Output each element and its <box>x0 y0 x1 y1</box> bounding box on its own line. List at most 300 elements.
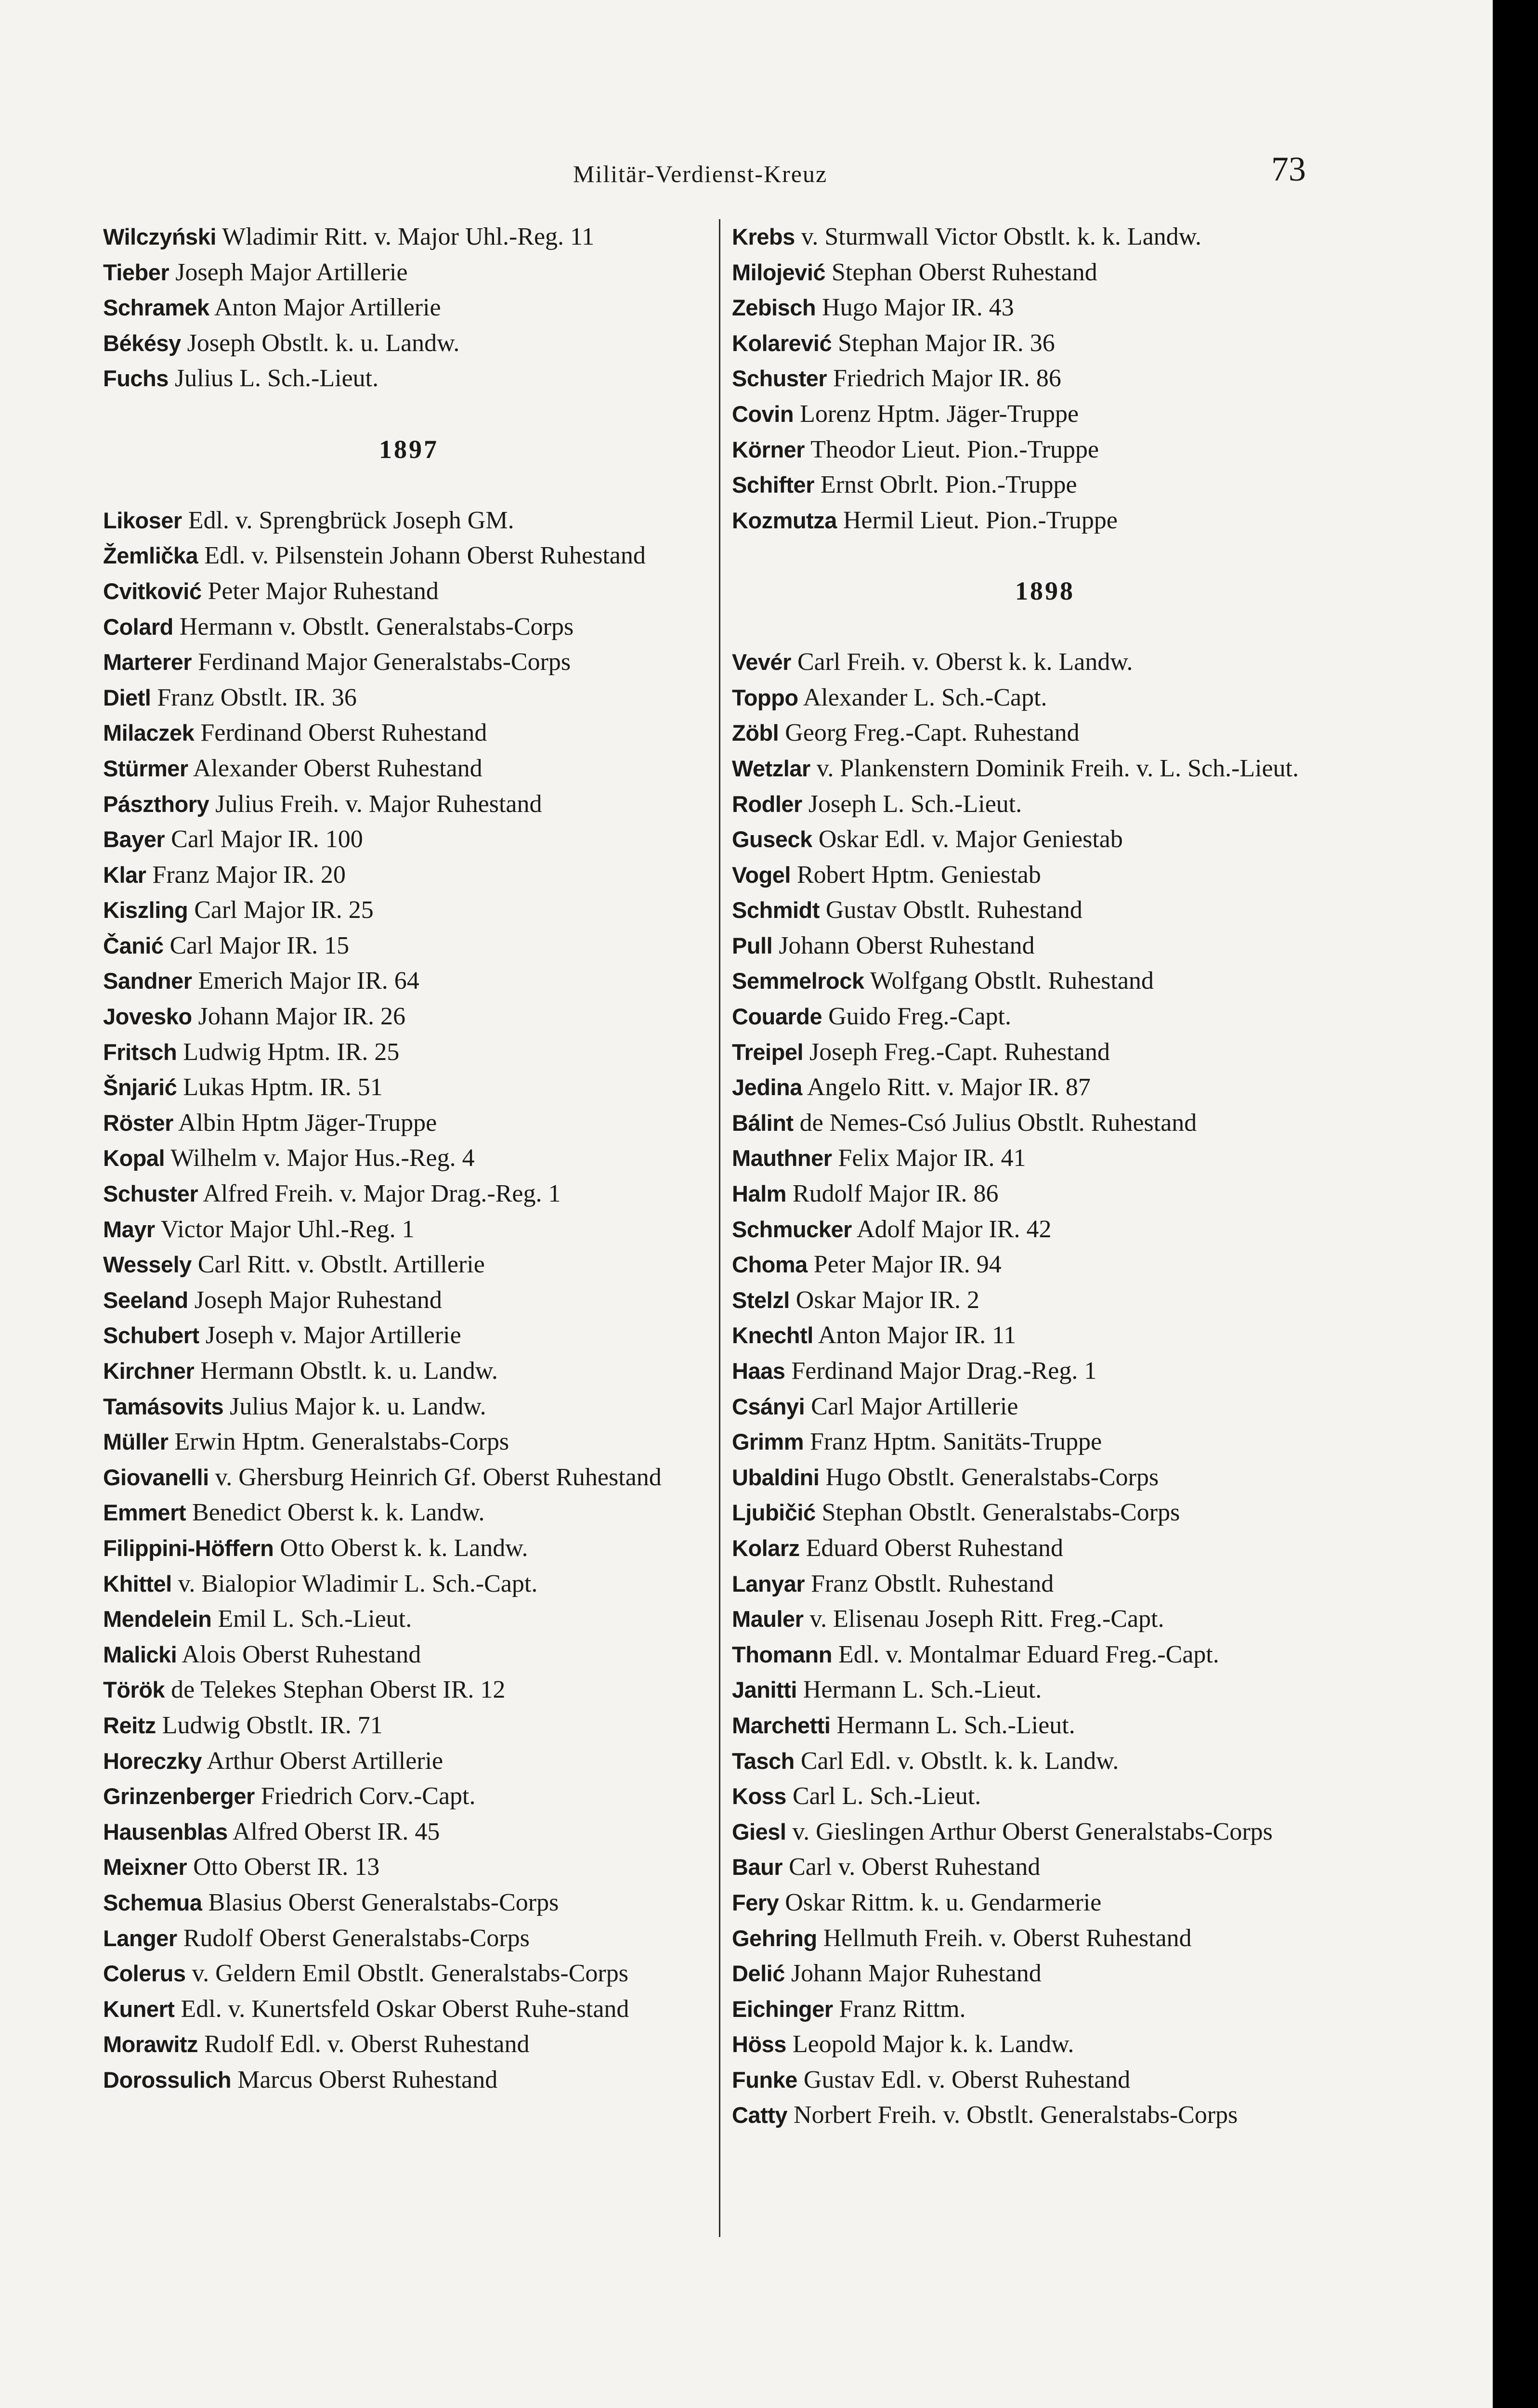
entry-surname: Ljubičić <box>732 1500 816 1526</box>
entry-surname: Colerus <box>103 1961 186 1987</box>
entry-row <box>732 963 1358 999</box>
entry-details: Franz Obstlt. IR. 36 <box>157 683 357 711</box>
entry-surname: Csányi <box>732 1393 805 1419</box>
entry-surname: Jovesko <box>103 1004 192 1030</box>
entry-row <box>732 1885 1358 1921</box>
entry-row <box>103 1849 715 1885</box>
entry-details: Alois Oberst Ruhestand <box>182 1640 421 1668</box>
entry-surname: Kozmutza <box>732 507 837 533</box>
entry-surname: Cvitković <box>103 578 202 604</box>
year-heading-1897: 1897 <box>379 434 439 464</box>
entry-row <box>103 1424 715 1460</box>
entry-details: Ferdinand Major Generalstabs-Corps <box>198 648 571 676</box>
entry-details: Benedict Oberst k. k. Landw. <box>192 1499 485 1527</box>
entry-surname: Likoser <box>103 507 182 533</box>
entry-row <box>732 1743 1358 1779</box>
entry-surname: Seeland <box>103 1287 188 1313</box>
entry-row <box>103 1708 715 1743</box>
entry-row <box>732 361 1358 396</box>
entry-details: Peter Major IR. 94 <box>813 1251 1002 1279</box>
entry-details: Hermil Lieut. Pion.-Truppe <box>843 506 1118 534</box>
entry-row <box>732 928 1358 964</box>
entry-details: Carl v. Oberst Ruhestand <box>789 1853 1041 1881</box>
entry-details: Ludwig Hptm. IR. 25 <box>183 1038 400 1066</box>
entry-surname: Kolarz <box>732 1535 800 1561</box>
entry-surname: Stürmer <box>103 755 188 781</box>
entry-details: Georg Freg.-Capt. Ruhestand <box>785 719 1080 747</box>
page-header <box>0 144 1493 202</box>
entry-row <box>103 1637 715 1673</box>
entry-row <box>732 1921 1358 1956</box>
entry-details: Angelo Ritt. v. Major IR. 87 <box>807 1073 1091 1101</box>
entry-surname: Körner <box>732 436 805 462</box>
entry-surname: Zöbl <box>732 720 779 746</box>
entry-details: Friedrich Major IR. 86 <box>833 365 1061 393</box>
entry-details: Gustav Obstlt. Ruhestand <box>825 896 1082 924</box>
entry-surname: Schmidt <box>732 897 820 923</box>
entry-row <box>732 432 1358 468</box>
entry-details: Wilhelm v. Major Hus.-Reg. 4 <box>170 1144 475 1172</box>
entry-surname: Schifter <box>732 472 814 498</box>
entry-row <box>732 999 1358 1034</box>
entry-details: Carl Major IR. 25 <box>194 896 374 924</box>
entry-details: Alexander Oberst Ruhestand <box>193 754 482 782</box>
entry-surname: Hausenblas <box>103 1819 228 1845</box>
entry-details: v. Gieslingen Arthur Oberst Generalstabs-Corps <box>792 1818 1273 1845</box>
entry-surname: Schuster <box>732 366 827 392</box>
entry-surname: Wessely <box>103 1252 192 1278</box>
entry-details: Carl Major IR. 100 <box>171 825 363 853</box>
left-top-entries <box>103 219 715 396</box>
entry-row <box>732 290 1358 326</box>
entry-details: Marcus Oberst Ruhestand <box>237 2066 498 2094</box>
entry-row <box>103 219 715 255</box>
entry-surname: Wetzlar <box>732 755 810 781</box>
entry-details: Alexander L. Sch.-Capt. <box>803 683 1047 711</box>
entry-surname: Catty <box>732 2102 788 2128</box>
entry-details: Arthur Oberst Artillerie <box>207 1747 443 1775</box>
entry-details: Oskar Major IR. 2 <box>795 1286 980 1314</box>
entry-details: Albin Hptm Jäger-Truppe <box>178 1109 437 1137</box>
entry-details: Otto Oberst IR. 13 <box>193 1853 380 1881</box>
entry-row <box>103 1318 715 1353</box>
entry-row <box>732 751 1358 786</box>
entry-details: Joseph Major Ruhestand <box>194 1286 442 1314</box>
entry-surname: Horeczky <box>103 1748 202 1774</box>
spacer <box>103 467 715 503</box>
entry-surname: Török <box>103 1677 165 1703</box>
entry-row <box>732 1779 1358 1814</box>
entry-details: Hermann L. Sch.-Lieut. <box>836 1711 1075 1739</box>
entry-details: Anton Major IR. 11 <box>818 1322 1017 1349</box>
entry-row <box>732 1460 1358 1495</box>
entry-details: Joseph Freg.-Capt. Ruhestand <box>809 1038 1110 1066</box>
entry-details: Joseph L. Sch.-Lieut. <box>808 790 1022 818</box>
entry-details: Joseph v. Major Artillerie <box>205 1322 461 1349</box>
entry-row <box>103 786 715 822</box>
entry-row <box>103 892 715 928</box>
entry-details: Hugo Major IR. 43 <box>822 294 1014 322</box>
entry-row <box>732 715 1358 751</box>
entry-surname: Kirchner <box>103 1358 195 1384</box>
entry-surname: Bayer <box>103 826 165 852</box>
entry-details: Carl Freih. v. Oberst k. k. Landw. <box>797 648 1133 676</box>
entry-row <box>732 1566 1358 1602</box>
entry-surname: Mauler <box>732 1606 804 1632</box>
right-column <box>732 219 1358 2133</box>
entry-row <box>732 1034 1358 1070</box>
entry-surname: Klar <box>103 862 146 888</box>
entry-surname: Knechtl <box>732 1322 813 1348</box>
entry-surname: Pull <box>732 932 773 958</box>
entry-row <box>732 786 1358 822</box>
entry-surname: Malicki <box>103 1641 177 1667</box>
entry-row <box>103 503 715 538</box>
column-divider <box>719 219 720 2237</box>
entry-details: Erwin Hptm. Generalstabs-Corps <box>174 1428 509 1456</box>
entry-row <box>732 503 1358 538</box>
entry-details: Eduard Oberst Ruhestand <box>806 1534 1063 1562</box>
entry-row <box>732 1353 1358 1389</box>
entry-row <box>732 255 1358 290</box>
spacer <box>732 538 1358 574</box>
entry-row <box>103 715 715 751</box>
entry-surname: Emmert <box>103 1500 186 1526</box>
entry-surname: Grimm <box>732 1429 804 1455</box>
entry-details: Johann Major Ruhestand <box>791 1960 1042 1988</box>
entry-surname: Schmucker <box>732 1216 852 1242</box>
entry-surname: Fritsch <box>103 1039 177 1065</box>
entry-surname: Ubaldini <box>732 1464 820 1490</box>
entry-details: Lorenz Hptm. Jäger-Truppe <box>800 400 1079 428</box>
entry-surname: Halm <box>732 1181 786 1207</box>
entry-row <box>103 1283 715 1318</box>
entry-details: Johann Major IR. 26 <box>198 1003 406 1031</box>
entry-surname: Rodler <box>732 791 802 817</box>
entry-details: Ludwig Obstlt. IR. 71 <box>162 1711 383 1739</box>
entry-details: de Nemes-Csó Julius Obstlt. Ruhestand <box>799 1109 1197 1137</box>
entry-details: Carl L. Sch.-Lieut. <box>792 1782 981 1810</box>
entry-row <box>103 1885 715 1921</box>
entry-row <box>732 1283 1358 1318</box>
entry-details: Johann Oberst Ruhestand <box>779 931 1035 959</box>
entry-surname: Giesl <box>732 1819 786 1845</box>
entry-surname: Guseck <box>732 826 812 852</box>
entry-row <box>732 822 1358 857</box>
year-heading-1898: 1898 <box>1015 576 1075 605</box>
entry-row <box>103 1353 715 1389</box>
entry-row <box>732 1991 1358 2027</box>
entry-surname: Dietl <box>103 684 151 710</box>
entry-surname: Pászthory <box>103 791 209 817</box>
entry-details: v. Bialopior Wladimir L. Sch.-Capt. <box>178 1570 538 1597</box>
entry-details: v. Geldern Emil Obstlt. Generalstabs-Corps <box>192 1960 628 1988</box>
entry-row <box>103 326 715 361</box>
entry-row <box>732 396 1358 432</box>
entry-details: Julius L. Sch.-Lieut. <box>174 365 379 393</box>
entry-surname: Toppo <box>732 684 798 710</box>
entry-surname: Gehring <box>732 1925 817 1951</box>
entry-row <box>103 1743 715 1779</box>
entry-details: Oskar Rittm. k. u. Gendarmerie <box>785 1888 1102 1916</box>
entry-row <box>732 1389 1358 1425</box>
entry-row <box>732 1070 1358 1105</box>
entry-details: Emil L. Sch.-Lieut. <box>218 1605 412 1633</box>
entry-row <box>732 326 1358 361</box>
entry-row <box>103 1566 715 1602</box>
entry-surname: Šnjarić <box>103 1074 177 1100</box>
entry-row <box>103 1921 715 1956</box>
entry-row <box>732 1814 1358 1850</box>
entry-surname: Kolarević <box>732 330 832 356</box>
entry-details: v. Sturmwall Victor Obstlt. k. k. Landw. <box>801 223 1201 250</box>
entry-row <box>103 2062 715 2098</box>
left-main-entries <box>103 503 715 2098</box>
entry-details: Rudolf Oberst Generalstabs-Corps <box>183 1924 530 1952</box>
entry-details: Ferdinand Oberst Ruhestand <box>200 719 487 747</box>
entry-details: Carl Major Artillerie <box>811 1392 1018 1420</box>
entry-surname: Tieber <box>103 259 169 285</box>
entry-row <box>103 1460 715 1495</box>
entry-surname: Bálint <box>732 1110 794 1136</box>
entry-row <box>103 999 715 1034</box>
spacer <box>732 609 1358 645</box>
entry-details: Joseph Obstlt. k. u. Landw. <box>187 329 460 357</box>
running-title: Militär-Verdienst-Kreuz <box>573 160 828 187</box>
entry-surname: Schemua <box>103 1889 202 1915</box>
entry-row <box>732 2062 1358 2098</box>
entry-row <box>732 1956 1358 1991</box>
entry-details: v. Ghersburg Heinrich Gf. Oberst Ruhestand <box>215 1463 662 1491</box>
entry-surname: Fery <box>732 1889 779 1915</box>
entry-surname: Mayr <box>103 1216 155 1242</box>
entry-row <box>732 1637 1358 1673</box>
entry-details: de Telekes Stephan Oberst IR. 12 <box>171 1676 506 1704</box>
entry-surname: Koss <box>732 1783 786 1809</box>
entry-details: Emerich Major IR. 64 <box>198 967 419 995</box>
entry-details: Robert Hptm. Geniestab <box>796 861 1041 889</box>
entry-row <box>103 1495 715 1531</box>
entry-row <box>732 644 1358 680</box>
entry-row <box>103 1672 715 1708</box>
entry-row <box>732 2097 1358 2133</box>
entry-details: Franz Major IR. 20 <box>152 861 346 889</box>
right-main-entries <box>732 644 1358 2133</box>
entry-surname: Tasch <box>732 1748 795 1774</box>
left-column <box>103 219 715 2097</box>
entry-row <box>103 857 715 893</box>
entry-row <box>103 1956 715 1991</box>
entry-row <box>103 1212 715 1247</box>
entry-surname: Delić <box>732 1961 785 1987</box>
entry-details: Guido Freg.-Capt. <box>828 1003 1011 1031</box>
entry-details: Peter Major Ruhestand <box>208 577 439 605</box>
entry-row <box>732 2027 1358 2062</box>
entry-details: Hermann Obstlt. k. u. Landw. <box>200 1357 498 1385</box>
entry-row <box>103 1105 715 1141</box>
entry-details: Hugo Obstlt. Generalstabs-Corps <box>825 1463 1159 1491</box>
entry-surname: Funke <box>732 2067 797 2093</box>
entry-row <box>732 467 1358 503</box>
entry-details: Joseph Major Artillerie <box>175 258 408 286</box>
entry-details: Edl. v. Pilsenstein Johann Oberst Ruhestand <box>204 542 646 570</box>
entry-details: Gustav Edl. v. Oberst Ruhestand <box>803 2066 1131 2094</box>
entry-details: Friedrich Corv.-Capt. <box>261 1782 476 1810</box>
entry-row <box>103 2027 715 2062</box>
entry-surname: Vevér <box>732 649 791 675</box>
right-top-entries <box>732 219 1358 538</box>
entry-surname: Colard <box>103 614 173 640</box>
entry-surname: Morawitz <box>103 2031 198 2057</box>
entry-surname: Jedina <box>732 1074 802 1100</box>
entry-surname: Schuster <box>103 1181 198 1207</box>
entry-surname: Couarde <box>732 1004 822 1030</box>
entry-row <box>103 680 715 716</box>
entry-row <box>103 361 715 396</box>
entry-details: Leopold Major k. k. Landw. <box>792 2030 1074 2058</box>
entry-surname: Čanić <box>103 932 164 958</box>
entry-row <box>732 1318 1358 1353</box>
entry-details: Stephan Oberst Ruhestand <box>832 258 1097 286</box>
entry-surname: Reitz <box>103 1712 156 1738</box>
entry-surname: Milojević <box>732 259 826 285</box>
entry-details: Lukas Hptm. IR. 51 <box>183 1073 383 1101</box>
entry-row <box>103 1140 715 1176</box>
entry-surname: Giovanelli <box>103 1464 209 1490</box>
entry-details: Ferdinand Major Drag.-Reg. 1 <box>791 1357 1097 1385</box>
entry-row <box>103 609 715 645</box>
entry-surname: Sandner <box>103 968 192 994</box>
entry-details: Hermann v. Obstlt. Generalstabs-Corps <box>179 613 574 641</box>
entry-details: Edl. v. Kunertsfeld Oskar Oberst Ruhe-stand <box>181 1995 629 2023</box>
entry-details: Edl. v. Montalmar Eduard Freg.-Capt. <box>838 1640 1219 1668</box>
entry-surname: Milaczek <box>103 720 195 746</box>
entry-row <box>103 1176 715 1212</box>
entry-surname: Meixner <box>103 1854 187 1880</box>
entry-row <box>103 1389 715 1425</box>
scan-edge <box>1493 0 1538 2408</box>
entry-details: Julius Major k. u. Landw. <box>230 1392 486 1420</box>
entry-surname: Müller <box>103 1429 169 1455</box>
entry-surname: Tamásovits <box>103 1393 224 1419</box>
entry-details: Victor Major Uhl.-Reg. 1 <box>160 1215 415 1243</box>
entry-details: Hellmuth Freih. v. Oberst Ruhestand <box>823 1924 1192 1952</box>
entry-details: Carl Edl. v. Obstlt. k. k. Landw. <box>800 1747 1119 1775</box>
entry-details: Felix Major IR. 41 <box>838 1144 1026 1172</box>
entry-details: Rudolf Edl. v. Oberst Ruhestand <box>204 2030 530 2058</box>
entry-details: Franz Rittm. <box>839 1995 966 2023</box>
entry-surname: Žemlička <box>103 543 198 569</box>
entry-surname: Semmelrock <box>732 968 864 994</box>
entry-row <box>103 1034 715 1070</box>
entry-surname: Stelzl <box>732 1287 790 1313</box>
entry-surname: Kiszling <box>103 897 188 923</box>
spacer <box>103 396 715 432</box>
entry-details: Anton Major Artillerie <box>214 294 441 322</box>
entry-surname: Grinzenberger <box>103 1783 255 1809</box>
entry-details: Adolf Major IR. 42 <box>857 1215 1052 1243</box>
entry-details: Franz Obstlt. Ruhestand <box>811 1570 1054 1597</box>
entry-surname: Khittel <box>103 1570 172 1597</box>
page-number: 73 <box>1271 150 1306 188</box>
entry-details: Theodor Lieut. Pion.-Truppe <box>810 435 1099 463</box>
entry-row <box>732 680 1358 716</box>
entry-row <box>103 751 715 786</box>
entry-surname: Covin <box>732 401 794 427</box>
entry-surname: Békésy <box>103 330 181 356</box>
entry-row <box>103 1814 715 1850</box>
entry-row <box>732 892 1358 928</box>
entry-row <box>103 822 715 857</box>
entry-details: Hermann L. Sch.-Lieut. <box>803 1676 1042 1704</box>
entry-details: Franz Hptm. Sanitäts-Truppe <box>810 1428 1102 1456</box>
entry-row <box>732 1105 1358 1141</box>
entry-surname: Röster <box>103 1110 173 1136</box>
entry-surname: Mendelein <box>103 1606 212 1632</box>
entry-details: Carl Ritt. v. Obstlt. Artillerie <box>197 1251 485 1279</box>
entry-row <box>732 1601 1358 1637</box>
entry-surname: Treipel <box>732 1039 804 1065</box>
entry-surname: Marchetti <box>732 1712 831 1738</box>
entry-surname: Schubert <box>103 1322 199 1348</box>
entry-row <box>103 1531 715 1566</box>
entry-row <box>732 1212 1358 1247</box>
entry-details: Julius Freih. v. Major Ruhestand <box>215 790 542 818</box>
entry-details: Edl. v. Sprengbrück Joseph GM. <box>188 506 514 534</box>
entry-details: Wladimir Ritt. v. Major Uhl.-Reg. 11 <box>222 223 595 250</box>
entry-row <box>103 1247 715 1283</box>
entry-surname: Wilczyński <box>103 224 216 249</box>
entry-details: Norbert Freih. v. Obstlt. Generalstabs-Corps <box>794 2101 1238 2129</box>
entry-surname: Kopal <box>103 1145 165 1171</box>
entry-surname: Vogel <box>732 862 791 888</box>
entry-row <box>732 857 1358 893</box>
entry-details: Wolfgang Obstlt. Ruhestand <box>870 967 1154 995</box>
entry-surname: Langer <box>103 1925 177 1951</box>
entry-row <box>103 1991 715 2027</box>
entry-row <box>103 574 715 609</box>
entry-row <box>732 1495 1358 1531</box>
entry-surname: Janitti <box>732 1677 797 1703</box>
entry-row <box>103 644 715 680</box>
entry-surname: Krebs <box>732 224 795 249</box>
entry-details: Blasius Oberst Generalstabs-Corps <box>208 1888 559 1916</box>
entry-row <box>103 1070 715 1105</box>
entry-surname: Höss <box>732 2031 786 2057</box>
entry-row <box>732 1247 1358 1283</box>
entry-surname: Mauthner <box>732 1145 832 1171</box>
entry-surname: Dorossulich <box>103 2067 232 2093</box>
entry-surname: Schramek <box>103 295 209 321</box>
entry-row <box>103 290 715 326</box>
entry-surname: Eichinger <box>732 1996 833 2022</box>
entry-details: Stephan Major IR. 36 <box>838 329 1055 357</box>
entry-surname: Haas <box>732 1358 785 1384</box>
entry-row <box>732 1672 1358 1708</box>
entry-row <box>732 1424 1358 1460</box>
entry-row <box>103 538 715 574</box>
entry-details: Carl Major IR. 15 <box>169 931 350 959</box>
entry-details: Alfred Freih. v. Major Drag.-Reg. 1 <box>203 1180 561 1208</box>
entry-surname: Baur <box>732 1854 783 1880</box>
entry-row <box>103 255 715 290</box>
entry-details: Ernst Obrlt. Pion.-Truppe <box>821 471 1077 499</box>
entry-surname: Choma <box>732 1252 808 1278</box>
entry-row <box>103 928 715 964</box>
entry-details: v. Elisenau Joseph Ritt. Freg.-Capt. <box>809 1605 1164 1633</box>
entry-row <box>732 1176 1358 1212</box>
entry-surname: Zebisch <box>732 295 816 321</box>
